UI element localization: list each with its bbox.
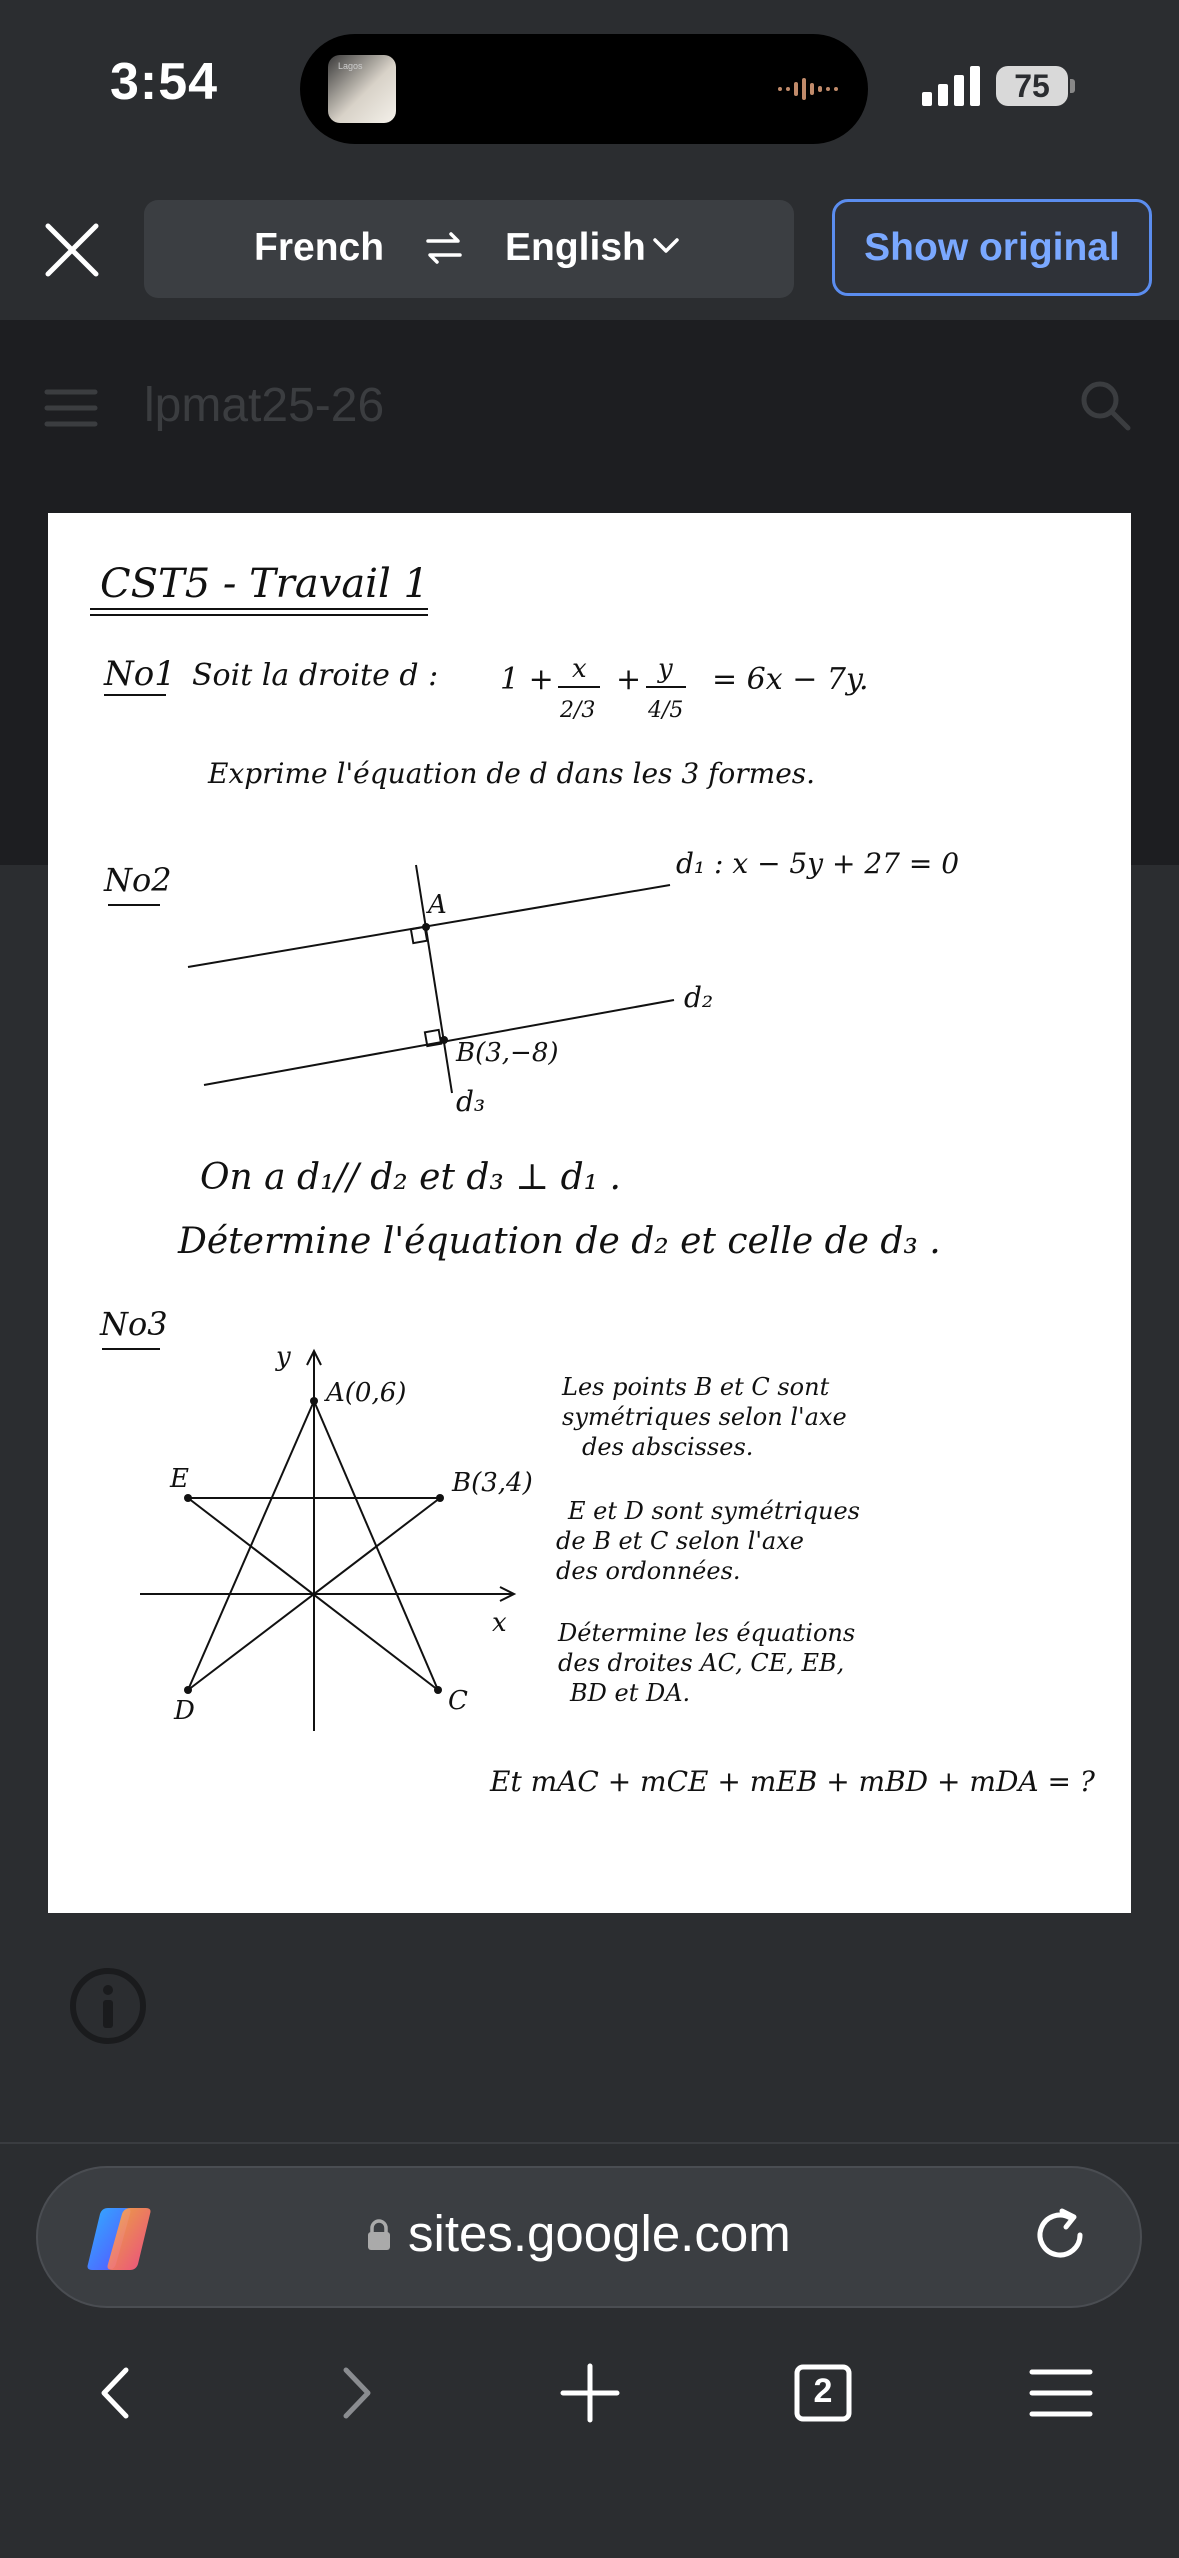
reload-icon[interactable]	[1030, 2205, 1090, 2265]
url-text[interactable]: sites.google.com	[408, 2205, 791, 2262]
close-icon[interactable]	[44, 222, 100, 278]
p3-text2-l1: E et D sont symétriques	[568, 1497, 860, 1525]
p1-plus: +	[616, 662, 642, 697]
battery-cap	[1070, 79, 1075, 93]
language-selector[interactable]	[144, 200, 794, 298]
p2-d2-label: d₂	[684, 981, 714, 1014]
homework-document	[48, 513, 1131, 1913]
menu-icon[interactable]	[44, 388, 98, 428]
p3-point-e: E	[170, 1464, 189, 1494]
p3-point-d: D	[174, 1696, 195, 1726]
status-time: 3:54	[110, 53, 219, 111]
p3-point-a: A(0,6)	[326, 1378, 407, 1408]
p1-eq-rhs: = 6x − 7y.	[712, 662, 869, 697]
p1-frac1-num: x	[572, 654, 587, 684]
site-title[interactable]: lpmat25-26	[144, 379, 385, 432]
p3-point-b: B(3,4)	[452, 1468, 533, 1498]
p3-text3-l3: BD et DA.	[570, 1679, 691, 1707]
cellular-signal-icon	[922, 66, 980, 106]
source-language[interactable]: French	[254, 226, 385, 269]
p3-axis-y: y	[276, 1342, 291, 1372]
p3-text3-l2: des droites AC, CE, EB,	[558, 1649, 845, 1677]
p3-text1-l1: Les points B et C sont	[562, 1373, 830, 1401]
album-art-label: Lagos	[338, 61, 363, 71]
doc-heading: CST5 - Travail 1	[100, 561, 429, 607]
p2-d3-label: d₃	[456, 1085, 486, 1118]
p2-relation: On a d₁// d₂ et d₃ ⊥ d₁ .	[200, 1157, 621, 1198]
p3-text2-l3: des ordonnées.	[556, 1557, 741, 1585]
search-icon[interactable]	[1078, 378, 1132, 432]
p3-number: No3	[100, 1305, 168, 1343]
p1-frac2-num: y	[658, 654, 673, 684]
p1-frac1-den: 2/3	[560, 698, 596, 723]
copilot-icon[interactable]	[82, 2202, 156, 2276]
swap-icon[interactable]	[424, 228, 464, 268]
show-original-button[interactable]: Show original	[832, 199, 1152, 296]
p1-instruction: Exprime l'équation de d dans les 3 formes.	[208, 757, 816, 790]
p2-point-b: B(3,−8)	[456, 1038, 559, 1068]
target-language[interactable]: English	[505, 226, 646, 269]
battery-indicator: 75	[996, 66, 1068, 106]
back-icon[interactable]	[82, 2358, 152, 2428]
p3-text1-l3: des abscisses.	[582, 1433, 754, 1461]
p2-number: No2	[104, 861, 172, 899]
plus-icon[interactable]	[555, 2358, 625, 2428]
p2-point-a: A	[428, 890, 447, 920]
lock-icon	[366, 2219, 392, 2251]
p3-text3-l1: Détermine les équations	[558, 1619, 856, 1647]
tab-count: 2	[813, 2372, 833, 2410]
tabs-button[interactable]	[788, 2358, 858, 2428]
p2-d1-label: d₁ : x − 5y + 27 = 0	[676, 847, 960, 880]
p3-final: Et mAC + mCE + mEB + mBD + mDA = ?	[490, 1765, 1095, 1798]
chevron-down-icon[interactable]	[652, 236, 680, 256]
p1-number: No1	[104, 654, 176, 694]
menu-icon[interactable]	[1026, 2358, 1096, 2428]
forward-icon[interactable]	[320, 2358, 390, 2428]
p1-text: Soit la droite d :	[192, 658, 439, 693]
p3-text2-l2: de B et C selon l'axe	[556, 1527, 804, 1555]
p3-point-c: C	[448, 1686, 468, 1716]
audio-waveform-icon	[776, 76, 840, 102]
p3-text1-l2: symétriques selon l'axe	[562, 1403, 847, 1431]
p3-axis-x: x	[492, 1608, 507, 1638]
p1-frac2-den: 4/5	[648, 698, 684, 723]
p1-eq-start: 1 +	[500, 662, 554, 697]
p2-instruction: Détermine l'équation de d₂ et celle de d₃ .	[178, 1221, 941, 1262]
info-icon[interactable]	[68, 1966, 148, 2046]
album-art-thumbnail[interactable]	[328, 55, 396, 123]
